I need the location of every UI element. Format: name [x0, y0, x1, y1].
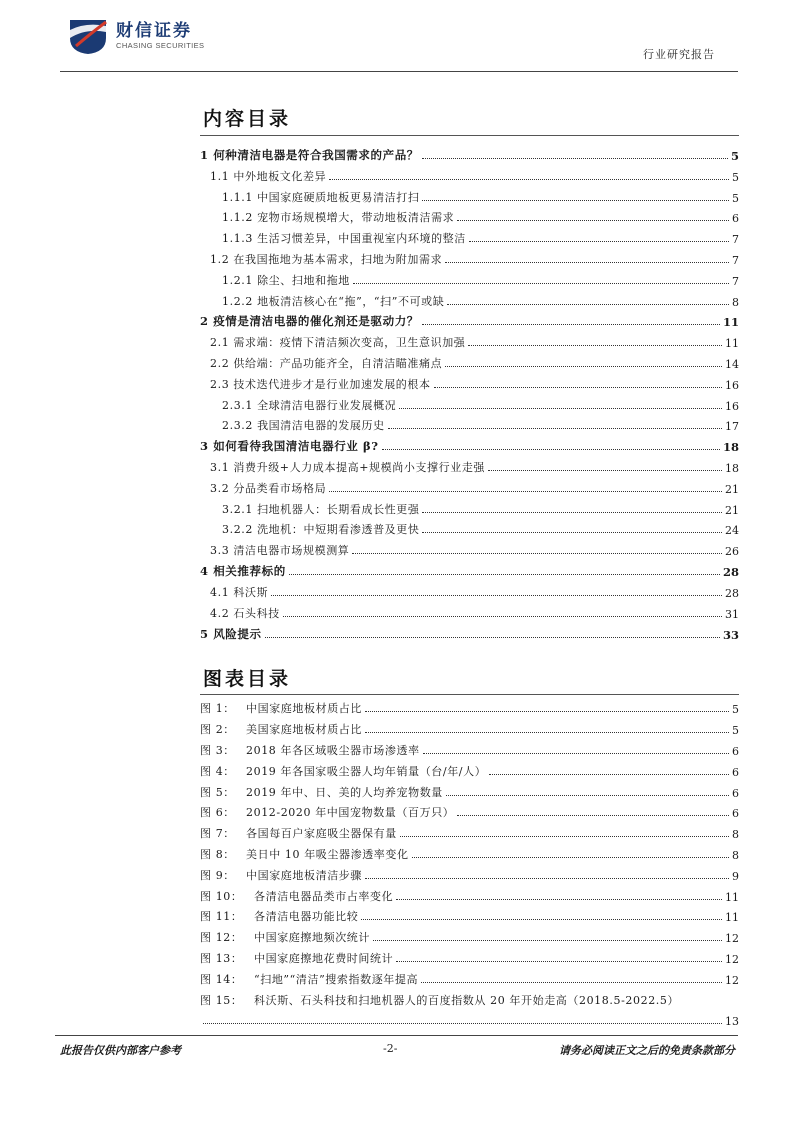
toc-entry-page: 26: [725, 545, 739, 558]
toc-entry-title: 2.3.1 全球清洁电器行业发展概况: [222, 399, 397, 412]
toc-entry-title: 1.2.2 地板清洁核心在“拖”，“扫”不可或缺: [222, 295, 445, 308]
dot-leader: [203, 1023, 722, 1024]
toc-entry-title: 1.1.2 宠物市场规模增大，带动地板清洁需求: [222, 211, 455, 224]
toc-entry-title: 3.2.2 洗地机：中短期看渗透普及更快: [222, 523, 420, 536]
toc-entry[interactable]: [222, 185, 739, 205]
figure-title: 中国家庭擦地花费时间统计: [254, 952, 394, 965]
figure-page: 11: [725, 911, 739, 924]
dot-leader: [422, 532, 722, 533]
figure-label: 图 12：: [200, 931, 243, 944]
toc-entry-page: 18: [722, 440, 739, 454]
toc-entry[interactable]: [210, 580, 739, 600]
figure-page: 5: [732, 703, 739, 716]
toc-entry[interactable]: [210, 330, 739, 350]
toc-entry[interactable]: [222, 497, 739, 517]
dot-leader: [422, 512, 722, 513]
toc-entry[interactable]: [210, 538, 739, 558]
toc-entry[interactable]: [210, 601, 739, 621]
toc-entry-title: 3.3 清洁电器市场规模测算: [210, 544, 350, 557]
figure-title: 美国家庭地板材质占比: [246, 723, 362, 736]
toc-entry-page: 24: [725, 524, 739, 537]
toc-entry-page: 5: [732, 192, 739, 205]
figure-label: 图 11：: [200, 910, 243, 923]
dot-leader: [289, 574, 720, 575]
figure-label: 图 6：: [200, 806, 235, 819]
figure-entry[interactable]: [200, 800, 739, 820]
toc-entry[interactable]: [200, 559, 739, 579]
logo-cn-text: 财信证券: [116, 21, 192, 41]
toc-entry-page: 8: [732, 296, 739, 309]
dot-leader: [373, 940, 722, 941]
figure-label: 图 3：: [200, 744, 235, 757]
logo-mark-icon: [66, 16, 110, 56]
toc-entry-page: 14: [725, 358, 739, 371]
figure-entry[interactable]: [200, 759, 739, 779]
figure-page: 6: [732, 807, 739, 820]
toc-entry-title: 1 何种清洁电器是符合我国需求的产品？: [200, 148, 419, 162]
toc-entry[interactable]: [210, 351, 739, 371]
page-number: -2-: [383, 1042, 398, 1055]
report-type-label: 行业研究报告: [643, 48, 715, 61]
figure-entry[interactable]: [200, 925, 739, 945]
toc-entry[interactable]: [222, 413, 739, 433]
figure-label: 图 4：: [200, 765, 235, 778]
dot-leader: [365, 732, 729, 733]
dot-leader: [421, 982, 722, 983]
footer-notice: 请务必阅读正文之后的免责条款部分: [559, 1044, 735, 1057]
figure-page: 6: [732, 745, 739, 758]
dot-leader: [422, 324, 720, 325]
figure-title: 2018 年各区域吸尘器市场渗透率: [246, 744, 420, 757]
figure-page: 12: [725, 953, 739, 966]
toc-entry-page: 31: [725, 608, 739, 621]
figure-page: 9: [732, 870, 739, 883]
dot-leader: [382, 449, 720, 450]
toc-entry-title: 3.1 消费升级+人力成本提高+规模尚小支撑行业走强: [210, 461, 486, 474]
dot-leader: [329, 179, 729, 180]
header-divider: [60, 71, 738, 72]
figure-title: 2012-2020 年中国宠物数量（百万只）: [246, 806, 455, 819]
toc-entry[interactable]: [222, 226, 739, 246]
dot-leader: [365, 878, 729, 879]
toc-entry[interactable]: [210, 164, 739, 184]
toc-entry-page: 7: [732, 254, 739, 267]
toc-entry-title: 1.1.3 生活习惯差异，中国重视室内环境的整洁: [222, 232, 466, 245]
figure-label: 图 2：: [200, 723, 235, 736]
toc-entry-title: 2.1 需求端：疫情下清洁频次变高，卫生意识加强: [210, 336, 466, 349]
dot-leader: [400, 836, 729, 837]
toc-entry[interactable]: [210, 372, 739, 392]
dot-leader: [489, 774, 729, 775]
figure-title: 中国家庭擦地频次统计: [254, 931, 370, 944]
toc-entry-page: 18: [725, 462, 739, 475]
company-logo: [66, 16, 204, 56]
figure-label: 图 8：: [200, 848, 235, 861]
toc-entry-page: 33: [722, 628, 739, 642]
toc-entry-page: 11: [725, 337, 739, 350]
figure-entry[interactable]: [200, 904, 739, 924]
figure-entry[interactable]: [200, 946, 739, 966]
toc-entry-title: 3.2 分品类看市场格局: [210, 482, 327, 495]
dot-leader: [388, 428, 722, 429]
toc-entry-page: 6: [732, 212, 739, 225]
dot-leader: [457, 220, 729, 221]
toc-entry[interactable]: [210, 455, 739, 475]
toc-entry[interactable]: [222, 517, 739, 537]
toc-entry-page: 16: [725, 400, 739, 413]
toc-entry-page: 16: [725, 379, 739, 392]
toc-entry-title: 3.2.1 扫地机器人：长期看成长性更强: [222, 503, 420, 516]
figure-title: 各清洁电器功能比较: [254, 910, 359, 923]
toc-entry-page: 21: [725, 504, 739, 517]
toc-entry[interactable]: [210, 247, 739, 267]
figure-label: 图 10：: [200, 890, 243, 903]
dot-leader: [329, 491, 722, 492]
figure-page: 12: [725, 974, 739, 987]
toc-entry-title: 4.2 石头科技: [210, 607, 280, 620]
dot-leader: [469, 241, 729, 242]
figures-title: 图表目录: [203, 668, 292, 690]
dot-leader: [265, 637, 720, 638]
figure-entry[interactable]: [200, 884, 739, 904]
figure-label: 图 1：: [200, 702, 235, 715]
figure-title: 美日中 10 年吸尘器渗透率变化: [246, 848, 409, 861]
figure-title: 中国家庭地板材质占比: [246, 702, 362, 715]
toc-title-rule: [200, 135, 739, 136]
figure-entry[interactable]: [200, 821, 739, 841]
figure-label: 图 15：: [200, 994, 243, 1007]
figure-entry[interactable]: [200, 988, 739, 1028]
toc-entry-page: 21: [725, 483, 739, 496]
figure-entry[interactable]: [200, 780, 739, 800]
dot-leader: [396, 961, 722, 962]
toc-entry[interactable]: [222, 268, 739, 288]
dot-leader: [353, 283, 729, 284]
figure-label: 图 9：: [200, 869, 235, 882]
toc-entry-title: 3 如何看待我国清洁电器行业 β?: [200, 439, 379, 453]
toc-entry-title: 1.1 中外地板文化差异: [210, 170, 327, 183]
dot-leader: [283, 616, 722, 617]
toc-entry-page: 5: [732, 171, 739, 184]
figure-page: 6: [732, 766, 739, 779]
toc-entry-title: 4.1 科沃斯: [210, 586, 269, 599]
toc-entry[interactable]: [222, 205, 739, 225]
toc-entry-title: 1.2.1 除尘、扫地和拖地: [222, 274, 350, 287]
figure-title: 各清洁电器品类市占率变化: [254, 890, 394, 903]
toc-entry-title: 2 疫情是清洁电器的催化剂还是驱动力？: [200, 314, 419, 328]
toc-entry-title: 5 风险提示: [200, 627, 262, 641]
dot-leader: [361, 919, 722, 920]
toc-entry[interactable]: [210, 476, 739, 496]
dot-leader: [271, 595, 722, 596]
toc-entry-title: 1.1.1 中国家庭硬质地板更易清洁打扫: [222, 191, 420, 204]
dot-leader: [422, 158, 728, 159]
dot-leader: [447, 304, 729, 305]
toc-entry-page: 7: [732, 233, 739, 246]
figure-entry[interactable]: [200, 842, 739, 862]
figure-page: 8: [732, 849, 739, 862]
figures-title-rule: [200, 694, 739, 695]
toc-entry-page: 28: [722, 565, 739, 579]
toc-entry-page: 11: [722, 315, 739, 329]
figure-title: 2019 年各国家吸尘器人均年销量（台/年/人）: [246, 765, 487, 778]
figure-page: 13: [725, 1015, 739, 1028]
toc-title: 内容目录: [203, 108, 292, 130]
figure-label: 图 5：: [200, 786, 235, 799]
toc-entry-title: 4 相关推荐标的: [200, 564, 286, 578]
figure-entry[interactable]: [200, 717, 739, 737]
dot-leader: [396, 899, 722, 900]
footer-divider: [55, 1035, 738, 1036]
dot-leader: [399, 408, 722, 409]
toc-entry-title: 2.2 供给端：产品功能齐全，自清洁瞄准痛点: [210, 357, 443, 370]
toc-entry-title: 2.3 技术迭代进步才是行业加速发展的根本: [210, 378, 431, 391]
toc-entry[interactable]: [222, 393, 739, 413]
figure-title: 中国家庭地板清洁步骤: [246, 869, 362, 882]
page-header: [0, 0, 793, 76]
dot-leader: [423, 753, 729, 754]
dot-leader: [365, 711, 729, 712]
toc-entry-title: 2.3.2 我国清洁电器的发展历史: [222, 419, 385, 432]
dot-leader: [422, 200, 729, 201]
figure-page: 5: [732, 724, 739, 737]
toc-entry[interactable]: [200, 143, 739, 163]
figure-entry[interactable]: [200, 863, 739, 883]
figure-page: 12: [725, 932, 739, 945]
figure-page: 8: [732, 828, 739, 841]
dot-leader: [352, 553, 722, 554]
dot-leader: [445, 262, 729, 263]
figure-title: “扫地”“清洁”搜索指数逐年提高: [254, 973, 419, 986]
figure-title: 各国每百户家庭吸尘器保有量: [246, 827, 397, 840]
figure-entry[interactable]: [200, 738, 739, 758]
dot-leader: [457, 815, 729, 816]
dot-leader: [445, 366, 722, 367]
figure-page: 11: [725, 891, 739, 904]
toc-entry[interactable]: [200, 309, 739, 329]
dot-leader: [412, 857, 729, 858]
toc-entry[interactable]: [200, 622, 739, 642]
figure-label: 图 7：: [200, 827, 235, 840]
dot-leader: [446, 795, 729, 796]
footer-disclaimer: 此报告仅供内部客户参考: [60, 1044, 181, 1057]
toc-entry-page: 17: [725, 420, 739, 433]
figure-label: 图 14：: [200, 973, 243, 986]
figure-title: 2019 年中、日、美的人均养宠物数量: [246, 786, 443, 799]
toc-entry[interactable]: [200, 434, 739, 454]
toc-entry[interactable]: [222, 289, 739, 309]
toc-entry-page: 5: [730, 149, 739, 163]
figure-entry[interactable]: [200, 696, 739, 716]
dot-leader: [434, 387, 722, 388]
dot-leader: [488, 470, 722, 471]
dot-leader: [468, 345, 722, 346]
figure-label: 图 13：: [200, 952, 243, 965]
figure-page: 6: [732, 787, 739, 800]
toc-entry-page: 7: [732, 275, 739, 288]
logo-en-text: CHASING SECURITIES: [116, 41, 205, 50]
toc-entry-title: 1.2 在我国拖地为基本需求，扫地为附加需求: [210, 253, 443, 266]
toc-entry-page: 28: [725, 587, 739, 600]
figure-title: 科沃斯、石头科技和扫地机器人的百度指数从 20 年开始走高（2018.5-2022.5）: [254, 994, 680, 1007]
figure-entry[interactable]: [200, 967, 739, 987]
